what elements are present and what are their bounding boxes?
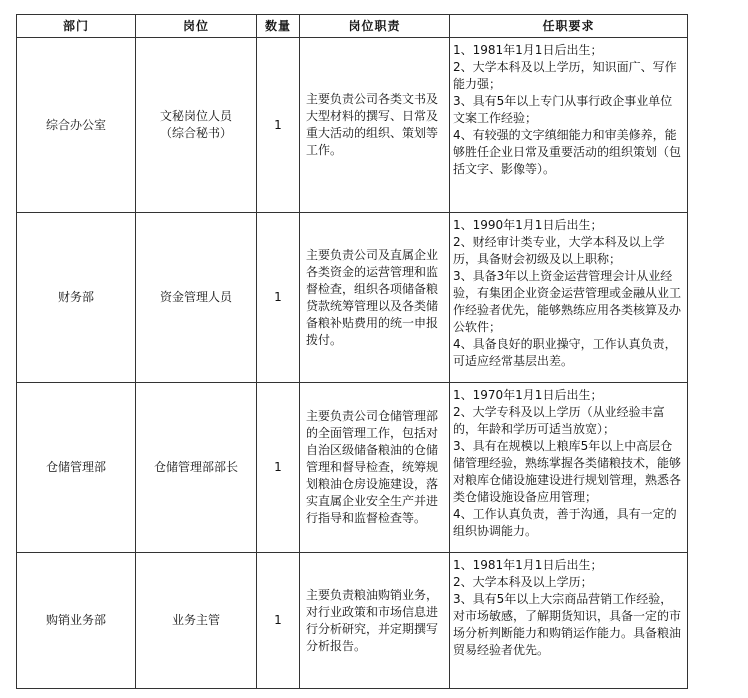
cell-count: 1 (257, 38, 300, 213)
cell-requirements (450, 553, 688, 689)
cell-requirements (450, 383, 688, 553)
job-table (16, 14, 688, 689)
header-duty: 岗位职责 (300, 15, 450, 38)
position-line: 业务主管 (171, 613, 220, 627)
header-requirements: 任职要求 (450, 15, 688, 38)
cell-dept: 仓储管理部 (17, 383, 136, 553)
cell-position (136, 553, 257, 689)
requirement-item: 3、具有5年以上专门从事行政企事业单位文案工作经验； (453, 94, 673, 125)
cell-duty: 主要负责公司各类文书及大型材料的撰写、日常及重大活动的组织、策划等工作。 (300, 38, 450, 213)
cell-requirements (450, 38, 688, 213)
cell-requirements (450, 213, 688, 383)
requirement-item: 3、具有5年以上大宗商品营销工作经验，对市场敏感，了解期货知识，具备一定的市场分析判断能力和购销运作能力。具备粮油贸易经验者优先。 (453, 592, 682, 657)
cell-position (136, 38, 257, 213)
requirement-item: 1、1970年1月1日后出生； (453, 388, 603, 402)
cell-dept: 购销业务部 (17, 553, 136, 689)
cell-dept: 财务部 (17, 213, 136, 383)
document-page (16, 14, 688, 689)
requirement-item: 2、财经审计类专业，大学本科及以上学历，具备财会初级及以上职称； (453, 235, 665, 266)
requirement-item: 3、具备3年以上资金运营管理会计从业经验，有集团企业资金运营管理或金融从业工作经验者优先，能够熟练应用各类核算及办公软件； (453, 269, 682, 334)
cell-count: 1 (257, 213, 300, 383)
requirement-item: 1、1981年1月1日后出生； (453, 558, 603, 572)
cell-duty: 主要负责粮油购销业务，对行业政策和市场信息进行分析研究，并定期撰写分析报告。 (300, 553, 450, 689)
requirement-item: 3、具有在规模以上粮库5年以上中高层仓储管理经验，熟练掌握各类储粮技术，能够对粮库仓储设施建设进行规划管理，熟悉各类仓储设施设备应用管理； (453, 439, 682, 504)
cell-count: 1 (257, 383, 300, 553)
cell-duty: 主要负责公司及直属企业各类资金的运营管理和监督检查，组织各项储备粮贷款统筹管理以及各类储备粮补贴费用的统一申报拨付。 (300, 213, 450, 383)
table-row (17, 38, 688, 213)
requirement-item: 4、有较强的文字缜细能力和审美修养，能够胜任企业日常及重要活动的组织策划（包括文字、影像等）。 (453, 128, 682, 176)
table-row (17, 553, 688, 689)
header-position: 岗位 (136, 15, 257, 38)
cell-count: 1 (257, 553, 300, 689)
table-header-row (17, 15, 688, 38)
cell-position (136, 213, 257, 383)
requirement-item: 2、大学本科及以上学历； (453, 575, 593, 589)
position-line: 仓储管理部部长 (153, 460, 238, 474)
table-row (17, 383, 688, 553)
cell-position (136, 383, 257, 553)
requirement-item: 4、工作认真负责，善于沟通，具有一定的组织协调能力。 (453, 507, 677, 538)
header-dept: 部门 (17, 15, 136, 38)
requirement-item: 1、1981年1月1日后出生； (453, 43, 603, 57)
position-line: （综合秘书） (159, 126, 232, 140)
header-count: 数量 (257, 15, 300, 38)
table-row (17, 213, 688, 383)
requirement-item: 2、大学本科及以上学历，知识面广、写作能力强； (453, 60, 677, 91)
requirement-item: 4、具备良好的职业操守，工作认真负责，可适应经常基层出差。 (453, 337, 677, 368)
position-line: 资金管理人员 (159, 290, 232, 304)
cell-dept: 综合办公室 (17, 38, 136, 213)
position-line: 文秘岗位人员 (159, 109, 232, 123)
cell-duty: 主要负责公司仓储管理部的全面管理工作，包括对自治区级储备粮油的仓储管理和督导检查，统筹规划粮油仓房设施建设，落实直属企业安全生产并进行指导和监督检查等。 (300, 383, 450, 553)
requirement-item: 2、大学专科及以上学历（从业经验丰富的，年龄和学历可适当放宽）； (453, 405, 665, 436)
requirement-item: 1、1990年1月1日后出生； (453, 218, 603, 232)
